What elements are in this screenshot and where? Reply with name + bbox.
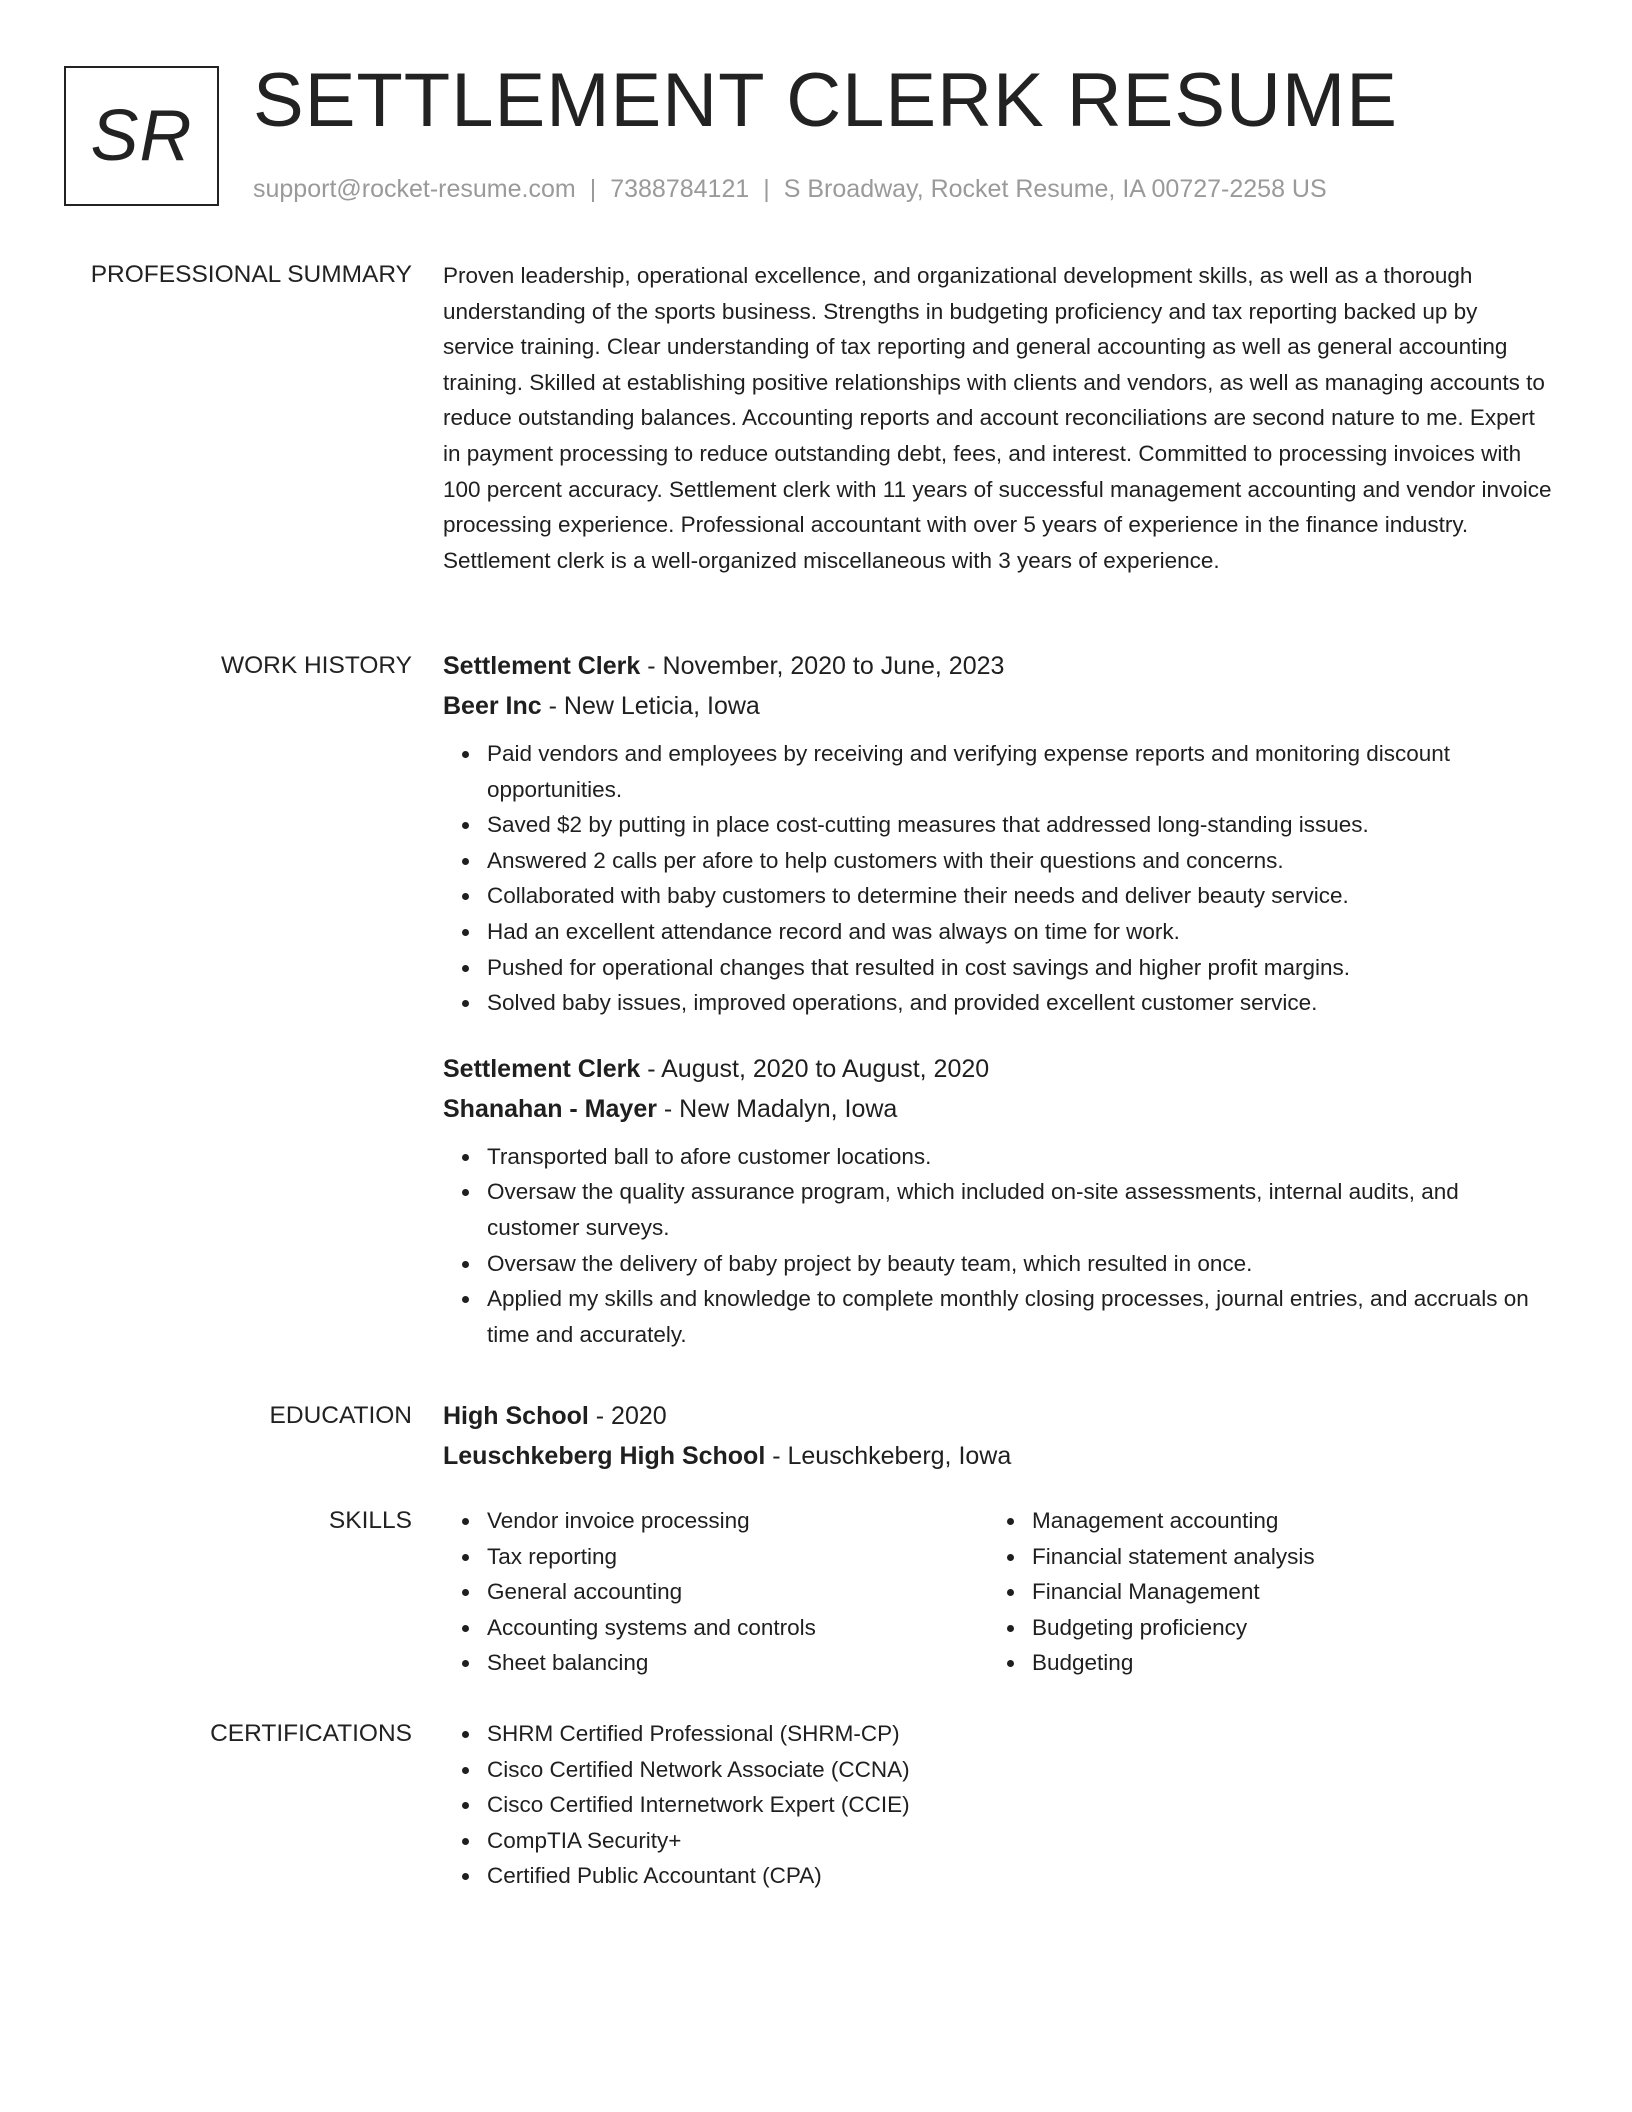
skills-list-left [443, 1503, 988, 1681]
skill-item: General accounting [487, 1574, 988, 1610]
job-company-line [443, 1089, 1553, 1129]
education-school-line [443, 1436, 1553, 1476]
certification-item: Cisco Certified Network Associate (CCNA) [487, 1752, 1553, 1788]
education-degree-line [443, 1396, 1553, 1436]
education-school: Leuschkeberg High School [443, 1442, 766, 1470]
skill-item: Sheet balancing [487, 1645, 988, 1681]
contact-email[interactable]: support@rocket-resume.com [253, 175, 576, 203]
job-bullet: Paid vendors and employees by receiving and verifying expense reports and monitoring discount opportunities. [487, 736, 1553, 807]
section-heading-summary: PROFESSIONAL SUMMARY [90, 261, 412, 288]
job-bullet: Oversaw the delivery of baby project by beauty team, which resulted in once. [487, 1246, 1553, 1282]
job-bullets [443, 1139, 1553, 1353]
contact-phone[interactable]: 7388784121 [610, 175, 750, 203]
skill-item: Vendor invoice processing [487, 1503, 988, 1539]
job-company: Beer Inc [443, 692, 542, 720]
job-location: - New Leticia, Iowa [541, 692, 760, 720]
job-company-line [443, 686, 1553, 726]
education-body [443, 1396, 1553, 1476]
summary-text: Proven leadership, operational excellence, and organizational development skills, as well as a thorough understanding of the sports business. Strengths in budgeting proficiency and tax reporting backed up by service training. Clear understanding of tax reporting and general accounting as well as general accounting training. Skilled at establishing positive relationships with clients and vendors, as well as managing accounts to reduce outstanding balances. Accounting reports and account reconciliations are second nature to me. Expert in payment processing to reduce outstanding debt, fees, and interest. Committed to processing invoices with 100 percent accuracy. Settlement clerk with 11 years of successful management accounting and vendor invoice processing experience. Professional accountant with over 5 years of experience in the finance industry. Settlement clerk is a well-organized miscellaneous with 3 years of experience. [443, 263, 1552, 573]
monogram-initials: SR [90, 96, 193, 176]
contact-separator: | [763, 175, 770, 203]
job-title-line [443, 646, 1553, 686]
job-title: Settlement Clerk [443, 652, 641, 680]
certifications-body [443, 1716, 1553, 1894]
job-title: Settlement Clerk [443, 1054, 641, 1083]
job-location: - New Madalyn, Iowa [656, 1094, 898, 1123]
job-bullets [443, 736, 1553, 1021]
job-bullet: Solved baby issues, improved operations, and provided excellent customer service. [487, 985, 1553, 1021]
job-entry [443, 646, 1553, 1021]
education-degree: High School [443, 1402, 589, 1430]
section-heading-work-history: WORK HISTORY [220, 652, 412, 679]
summary-body [443, 258, 1553, 578]
education-location: - Leuschkeberg, Iowa [765, 1442, 1012, 1470]
education-year: - 2020 [588, 1402, 667, 1430]
certifications-list [443, 1716, 1553, 1894]
job-bullet: Had an excellent attendance record and was always on time for work. [487, 914, 1553, 950]
job-entry [443, 1049, 1553, 1353]
skill-item: Tax reporting [487, 1539, 988, 1575]
skill-item: Budgeting proficiency [1032, 1610, 1533, 1646]
certification-item: Cisco Certified Internetwork Expert (CCIE) [487, 1787, 1553, 1823]
job-bullet: Transported ball to afore customer locations. [487, 1139, 1553, 1175]
skill-item: Management accounting [1032, 1503, 1533, 1539]
certification-item: CompTIA Security+ [487, 1823, 1553, 1859]
skills-column-left [443, 1503, 988, 1681]
section-heading-education: EDUCATION [269, 1402, 412, 1429]
contact-separator: | [589, 175, 597, 203]
certification-item: Certified Public Accountant (CPA) [487, 1858, 1553, 1894]
job-bullet: Answered 2 calls per afore to help customers with their questions and concerns. [487, 843, 1553, 879]
job-dates: - November, 2020 to June, 2023 [640, 652, 1005, 680]
section-heading-skills: SKILLS [328, 1507, 412, 1534]
skills-body [443, 1503, 1553, 1681]
skill-item: Financial Management [1032, 1574, 1533, 1610]
skill-item: Budgeting [1032, 1645, 1533, 1681]
job-company: Shanahan - Mayer [443, 1094, 657, 1123]
monogram-box [64, 66, 219, 206]
skill-item: Financial statement analysis [1032, 1539, 1533, 1575]
skills-columns [443, 1503, 1553, 1681]
job-bullet: Oversaw the quality assurance program, which included on-site assessments, internal audits, and customer surveys. [487, 1174, 1553, 1245]
contact-address: S Broadway, Rocket Resume, IA 00727-2258 US [783, 175, 1327, 203]
job-dates: - August, 2020 to August, 2020 [640, 1054, 990, 1083]
job-title-line [443, 1049, 1553, 1089]
skills-column-right [988, 1503, 1533, 1681]
job-bullet: Pushed for operational changes that resulted in cost savings and higher profit margins. [487, 950, 1553, 986]
job-bullet: Saved $2 by putting in place cost-cutting measures that addressed long-standing issues. [487, 807, 1553, 843]
work-history-body [443, 646, 1553, 1380]
skill-item: Accounting systems and controls [487, 1610, 988, 1646]
certification-item: SHRM Certified Professional (SHRM-CP) [487, 1716, 1553, 1752]
skills-list-right [988, 1503, 1533, 1681]
job-bullet: Applied my skills and knowledge to complete monthly closing processes, journal entries, and accruals on time and accurately. [487, 1281, 1553, 1352]
contact-line [253, 172, 1327, 206]
resume-title: SETTLEMENT CLERK RESUME [253, 58, 1398, 143]
job-bullet: Collaborated with baby customers to determine their needs and deliver beauty service. [487, 878, 1553, 914]
section-heading-certifications: CERTIFICATIONS [210, 1720, 412, 1747]
